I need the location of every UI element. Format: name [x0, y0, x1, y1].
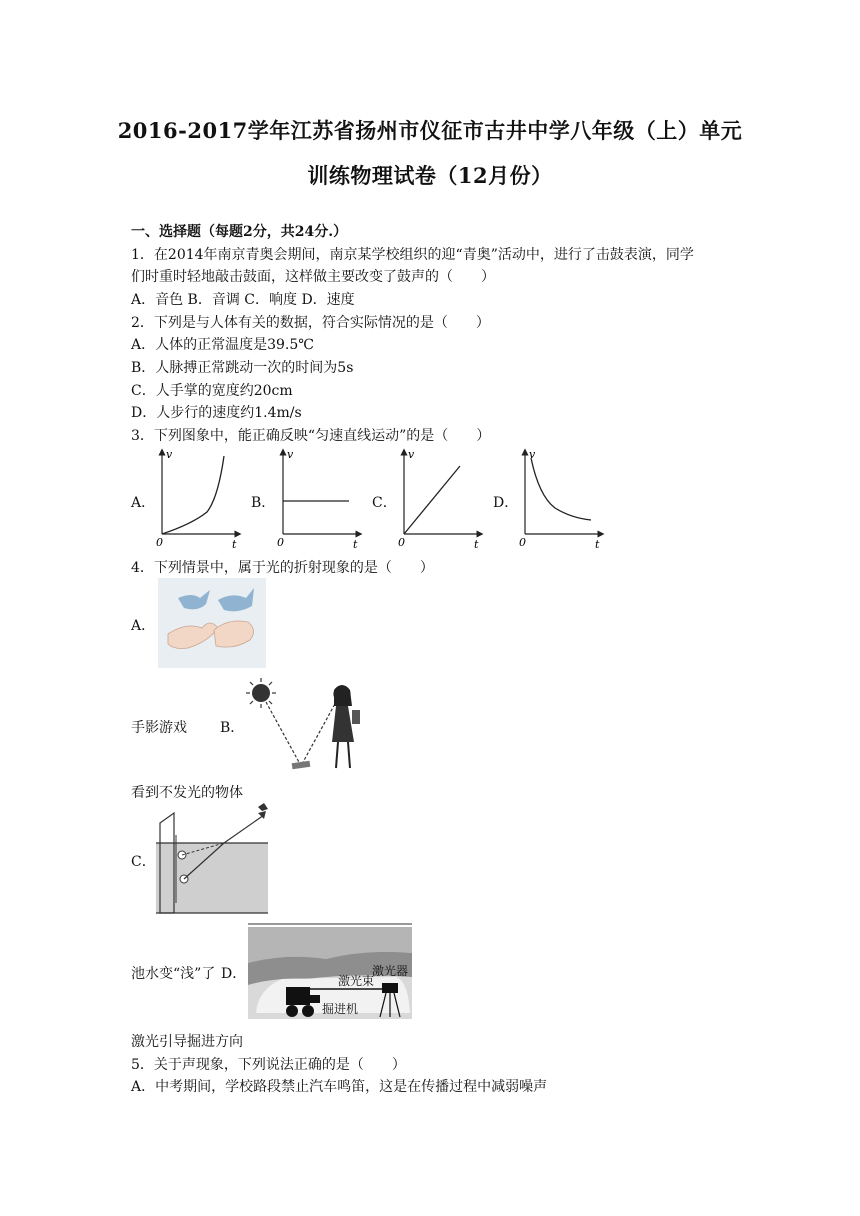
q4-option-a-letter: A．: [131, 618, 156, 634]
q3-graph-a: [152, 446, 244, 552]
q2-option-b: B．人脉搏正常跳动一次的时间为5s: [131, 360, 354, 376]
q2-option-a: A．人体的正常温度是39.5℃: [131, 337, 314, 353]
q5-stem: 5．关于声现象，下列说法正确的是（ ）: [131, 1057, 406, 1073]
q3-graph-a-origin: 0: [156, 536, 163, 549]
laser-beam-label: 激光束: [338, 974, 375, 988]
tunneler-label: 掘进机: [322, 1002, 359, 1016]
q4-option-c-letter: C．: [131, 854, 156, 870]
q3-graph-a-ylabel: v: [166, 448, 173, 461]
q4-option-c-caption-prefix: 池水变“浅”了: [131, 966, 216, 982]
q3-graph-b: [273, 446, 365, 552]
page-title-line1: 2016-2017学年江苏省扬州市仪征市古井中学八年级（上）单元: [117, 118, 743, 143]
q1-stem-line1: 1．在2014年南京青奥会期间，南京某学校组织的迎“青奥”活动中，进行了击鼓表演，同学: [131, 247, 694, 263]
laser-device-label: 激光器: [372, 964, 409, 978]
q3-option-c-letter: C．: [372, 495, 397, 511]
q3-stem: 3．下列图象中，能正确反映“匀速直线运动”的是（ ）: [131, 428, 491, 444]
q3-graph-d-xlabel: t: [595, 538, 600, 551]
q3-graph-d-origin: 0: [519, 536, 526, 549]
hand-shadow-image: [158, 578, 266, 668]
q2-option-d: D．人步行的速度约1.4m/s: [131, 405, 302, 421]
q3-option-d-letter: D．: [493, 495, 519, 511]
q3-graph-b-ylabel: v: [287, 448, 294, 461]
laser-tunnel-image: [246, 923, 412, 1019]
q5-option-a: A．中考期间，学校路段禁止汽车鸣笛，这是在传播过程中减弱噪声: [131, 1079, 548, 1095]
q1-options: A．音色 B．音调 C．响度 D．速度: [131, 292, 355, 308]
q1-stem-line2: 们时重时轻地敲击鼓面，这样做主要改变了鼓声的（ ）: [131, 269, 495, 285]
q3-graph-c-xlabel: t: [474, 538, 479, 551]
q4-option-d-letter: D．: [221, 966, 247, 982]
q3-option-b-letter: B．: [251, 495, 276, 511]
q3-graph-b-origin: 0: [277, 536, 284, 549]
q3-graph-c-ylabel: v: [408, 448, 415, 461]
q3-graph-d-ylabel: v: [529, 448, 536, 461]
q3-graph-d: [515, 446, 607, 552]
q2-stem: 2．下列是与人体有关的数据，符合实际情况的是（ ）: [131, 315, 490, 331]
q4-stem: 4．下列情景中，属于光的折射现象的是（ ）: [131, 560, 434, 576]
q3-graph-b-xlabel: t: [353, 538, 358, 551]
q3-graph-c: [394, 446, 486, 552]
q3-graph-c-origin: 0: [398, 536, 405, 549]
q4-option-d-caption: 激光引导掘进方向: [131, 1034, 243, 1050]
q2-option-c: C．人手掌的宽度约20cm: [131, 383, 293, 399]
q3-graph-a-xlabel: t: [232, 538, 237, 551]
section-heading: 一、选择题（每题2分，共24分.）: [131, 224, 348, 240]
q4-option-a-caption: 手影游戏: [131, 720, 187, 736]
q3-option-a-letter: A．: [131, 495, 156, 511]
page-title-line2: 训练物理试卷（12月份）: [307, 163, 553, 188]
reflection-girl-image: [244, 676, 370, 776]
q4-option-b-caption: 看到不发光的物体: [131, 785, 243, 801]
q4-option-b-letter: B．: [220, 720, 245, 736]
pool-refraction-image: [154, 803, 270, 915]
